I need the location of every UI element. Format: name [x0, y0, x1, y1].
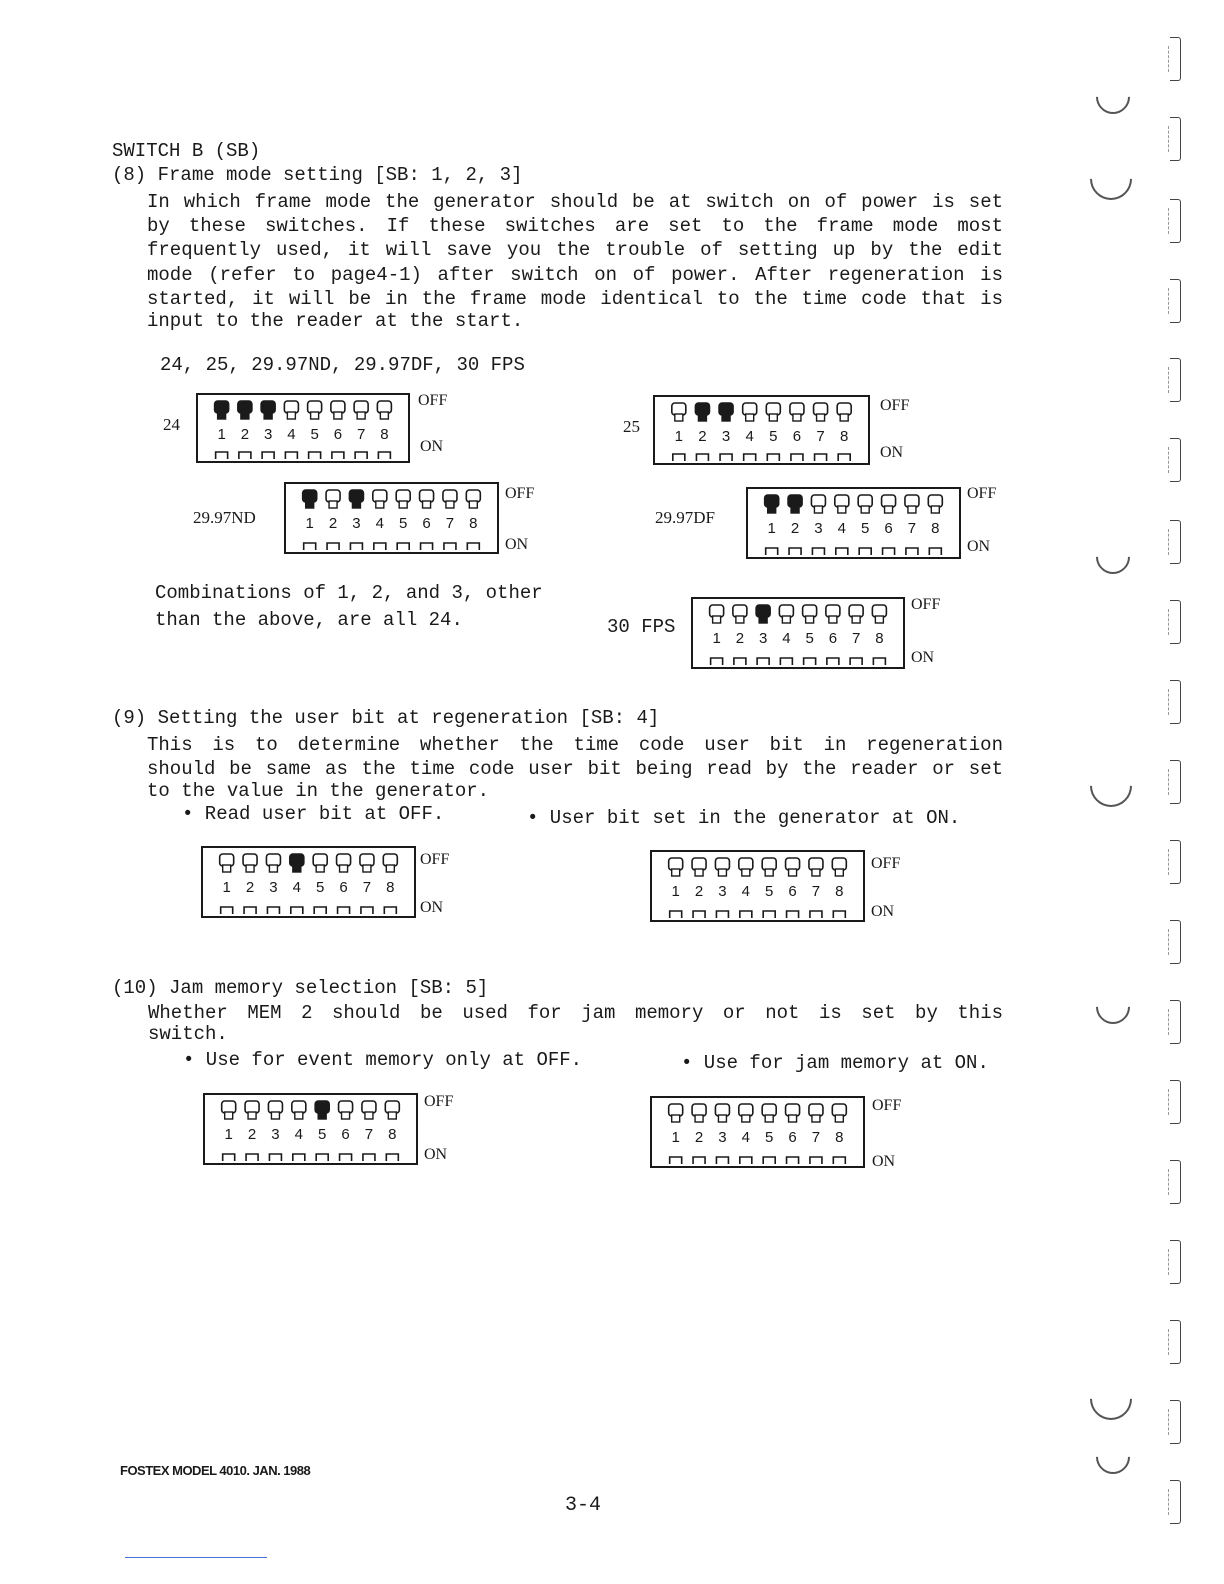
off-label: OFF: [420, 851, 450, 868]
dip-toggle: [245, 1101, 259, 1161]
switch-number: 1: [712, 630, 721, 647]
switch-number: 6: [341, 1126, 350, 1143]
binder-hole-icon: [1170, 358, 1181, 402]
dip-toggle: [396, 490, 410, 550]
dip-toggle: [268, 1101, 282, 1161]
punch-hole-icon: [1081, 149, 1140, 208]
on-label: ON: [880, 444, 904, 461]
switch-number: 3: [269, 879, 278, 896]
dip-toggle: [331, 401, 345, 459]
off-label: OFF: [872, 1097, 902, 1114]
switch-number: 6: [884, 520, 893, 537]
switch-number: 5: [310, 426, 319, 443]
dip-toggle: [719, 403, 733, 461]
section-8-line: In which frame mode the generator should be at switch on of power is set: [147, 191, 1003, 213]
switch-number: 5: [805, 630, 814, 647]
dip-toggle: [858, 495, 872, 555]
switch-number: 2: [735, 630, 745, 647]
dip-switch-userbit-off: [201, 846, 416, 918]
section-8-line: started, it will be in the frame mode identical to the time code that is: [147, 288, 1003, 310]
dip-switch-bank: [748, 489, 959, 557]
switch-number: 1: [305, 515, 314, 532]
off-label: OFF: [967, 485, 997, 502]
dip-toggle: [215, 401, 229, 459]
section-8-line: frequently used, it will save you the trouble of setting up by the edit: [147, 239, 1003, 261]
switch-number: 4: [287, 426, 296, 443]
switch-number: 1: [767, 520, 776, 537]
dip-toggle: [788, 495, 802, 555]
dip-toggle: [809, 858, 823, 918]
switch-number: 3: [718, 1129, 727, 1146]
off-label: OFF: [911, 596, 941, 613]
dip-toggle: [692, 1104, 706, 1164]
switch-number: 2: [790, 520, 800, 537]
switch-number: 7: [362, 879, 372, 896]
switch-number: 6: [422, 515, 431, 532]
switch-number: 8: [835, 1129, 844, 1146]
section-10-title: (10) Jam memory selection [SB: 5]: [112, 977, 489, 999]
dip-toggle: [420, 490, 434, 550]
dip-switch-29-97df: [746, 487, 961, 559]
dip-toggle: [373, 490, 387, 550]
page-number: 3-4: [565, 1494, 602, 1517]
on-label: ON: [505, 536, 529, 553]
switch-number: 3: [721, 428, 731, 445]
switch-number: 7: [851, 630, 861, 647]
binder-hole-icon: [1170, 1160, 1181, 1204]
dip-switch-bank: [205, 1095, 416, 1163]
punch-hole-icon: [1089, 983, 1137, 1031]
dip-switch-bank: [652, 852, 863, 920]
switch-number: 4: [375, 515, 384, 532]
switch-number: 4: [782, 630, 791, 647]
section-9-line: This is to determine whether the time code user bit in regeneration: [147, 734, 1003, 756]
dip-toggle: [786, 1104, 800, 1164]
punch-hole-icon: [1081, 1369, 1140, 1428]
section-8-line: input to the reader at the start.: [147, 310, 524, 332]
section-9-line: should be same as the time code user bit being read by the reader or set: [147, 758, 1003, 780]
dip-toggle: [284, 401, 298, 459]
switch-number: 6: [339, 879, 348, 896]
switch-number: 7: [364, 1126, 374, 1143]
dip-toggle: [766, 403, 780, 461]
dip-toggle: [739, 1104, 753, 1164]
dip-toggle: [349, 490, 363, 550]
switch-number: 3: [263, 426, 273, 443]
binder-hole-icon: [1170, 1480, 1181, 1524]
scan-edge-line: [125, 1557, 267, 1558]
switch-number: 1: [224, 1126, 233, 1143]
switch-number: 2: [328, 515, 338, 532]
dip-toggle: [303, 490, 317, 550]
dip-switch-24: [196, 393, 410, 463]
on-label: ON: [420, 438, 444, 455]
dip-toggle: [383, 854, 397, 914]
bullet-event-memory: • Use for event memory only at OFF.: [183, 1049, 583, 1071]
dip-toggle: [692, 858, 706, 918]
binder-hole-icon: [1170, 1400, 1181, 1444]
on-label: ON: [424, 1146, 448, 1163]
binder-hole-icon: [1170, 760, 1181, 804]
dip-toggle: [315, 1101, 329, 1161]
dip-toggle: [849, 605, 863, 665]
dip-toggle: [339, 1101, 353, 1161]
punch-hole-icon: [1089, 1433, 1137, 1481]
switch-number: 8: [840, 428, 849, 445]
dip-switch-29-97nd: [284, 482, 499, 554]
dip-toggle: [337, 854, 351, 914]
switch-number: 7: [816, 428, 825, 445]
on-label: ON: [872, 1153, 896, 1170]
dip-switch-bank: [203, 848, 414, 916]
binder-hole-icon: [1170, 1240, 1181, 1284]
binder-hole-icon: [1170, 438, 1181, 482]
dip-switch-bank: [652, 1098, 863, 1166]
switch-number: 6: [792, 428, 802, 445]
dip-toggle: [811, 495, 825, 555]
switch-number: 2: [245, 879, 255, 896]
binder-hole-icon: [1170, 199, 1181, 243]
binder-hole-icon: [1170, 1320, 1181, 1364]
section-8-line: by these switches. If these switches are set to the frame mode most: [147, 215, 1003, 237]
switch-number: 1: [671, 1129, 680, 1146]
switch-number: 2: [698, 428, 707, 445]
switch-number: 3: [352, 515, 361, 532]
dip-toggle: [832, 1104, 846, 1164]
dip-toggle: [803, 605, 817, 665]
dip-toggle: [443, 490, 457, 550]
switch-number: 8: [875, 630, 884, 647]
diagram-24-label: 24: [163, 415, 180, 434]
dip-toggle: [786, 858, 800, 918]
binder-hole-icon: [1170, 37, 1181, 81]
dip-toggle: [756, 605, 770, 665]
switch-number: 8: [835, 883, 844, 900]
dip-toggle: [809, 1104, 823, 1164]
switch-number: 3: [814, 520, 823, 537]
bullet-jam-memory: • Use for jam memory at ON.: [681, 1052, 989, 1074]
dip-switch-jam-off: [203, 1093, 418, 1165]
switch-number: 5: [316, 879, 325, 896]
punch-hole-icon: [1089, 73, 1137, 121]
switch-number: 4: [745, 428, 754, 445]
dip-switch-jam-on: [650, 1096, 865, 1168]
dip-toggle: [765, 495, 779, 555]
dip-toggle: [354, 401, 368, 459]
diagram-25-label: 25: [623, 417, 640, 436]
switch-number: 6: [788, 883, 797, 900]
switch-number: 6: [333, 426, 343, 443]
dip-toggle: [835, 495, 849, 555]
switch-number: 8: [380, 426, 389, 443]
dip-switch-bank: [693, 599, 903, 667]
switch-number: 3: [758, 630, 768, 647]
dip-toggle: [290, 854, 304, 914]
binder-hole-icon: [1170, 600, 1181, 644]
dip-switch-userbit-on: [650, 850, 865, 922]
switch-number: 3: [718, 883, 727, 900]
switch-number: 7: [907, 520, 917, 537]
dip-toggle: [779, 605, 793, 665]
binder-hole-icon: [1170, 1080, 1181, 1124]
dip-toggle: [385, 1101, 399, 1161]
off-label: OFF: [418, 392, 448, 409]
switch-number: 5: [765, 1129, 774, 1146]
switch-number: 4: [294, 1126, 303, 1143]
dip-switch-30fps: [691, 597, 905, 669]
binder-hole-icon: [1170, 279, 1181, 323]
section-10-line: Whether MEM 2 should be used for jam memory or not is set by this: [148, 1002, 1003, 1024]
switch-number: 8: [931, 520, 940, 537]
on-label: ON: [967, 538, 991, 555]
bullet-user-bit-generator: • User bit set in the generator at ON.: [527, 807, 961, 829]
switch-number: 3: [271, 1126, 280, 1143]
off-label: OFF: [505, 485, 535, 502]
switch-number: 4: [741, 883, 750, 900]
switch-number: 2: [694, 1129, 704, 1146]
switch-number: 2: [694, 883, 704, 900]
dip-toggle: [733, 605, 747, 665]
off-label: OFF: [871, 855, 901, 872]
on-label: ON: [871, 903, 895, 920]
dip-toggle: [238, 401, 252, 459]
dip-toggle: [261, 401, 275, 459]
switch-number: 7: [811, 1129, 821, 1146]
bullet-read-user-bit: • Read user bit at OFF.: [182, 803, 445, 825]
dip-toggle: [377, 401, 391, 459]
section-heading: SWITCH B (SB): [112, 140, 261, 162]
off-label: OFF: [880, 397, 910, 414]
switch-number: 8: [388, 1126, 397, 1143]
switch-number: 6: [828, 630, 838, 647]
dip-toggle: [292, 1101, 306, 1161]
section-10-line: switch.: [148, 1023, 228, 1045]
switch-number: 8: [386, 879, 395, 896]
switch-number: 2: [240, 426, 250, 443]
switch-number: 7: [356, 426, 366, 443]
diagram-30fps-label: 30 FPS: [607, 616, 676, 638]
diagram-29-97df-label: 29.97DF: [655, 508, 715, 527]
switch-number: 5: [765, 883, 774, 900]
binder-hole-icon: [1170, 680, 1181, 724]
dip-toggle: [326, 490, 340, 550]
dip-toggle: [308, 401, 322, 459]
dip-toggle: [313, 854, 327, 914]
dip-toggle: [905, 495, 919, 555]
on-label: ON: [911, 649, 935, 666]
dip-toggle: [790, 403, 804, 461]
dip-toggle: [715, 1104, 729, 1164]
dip-toggle: [695, 403, 709, 461]
section-8-title: (8) Frame mode setting [SB: 1, 2, 3]: [112, 164, 523, 186]
dip-toggle: [882, 495, 896, 555]
dip-switch-25: [653, 395, 870, 465]
punch-hole-icon: [1089, 533, 1137, 581]
dip-toggle: [243, 854, 257, 914]
switch-number: 5: [399, 515, 408, 532]
dip-toggle: [715, 858, 729, 918]
switch-number: 5: [769, 428, 778, 445]
dip-toggle: [739, 858, 753, 918]
dip-switch-bank: [198, 395, 408, 461]
section-8-line: mode (refer to page4-1) after switch on of power. After regeneration is: [147, 264, 1003, 286]
punch-hole-icon: [1081, 756, 1140, 815]
section-9-line: to the value in the generator.: [147, 780, 490, 802]
switch-number: 1: [674, 428, 683, 445]
dip-toggle: [220, 854, 234, 914]
dip-switch-bank: [286, 484, 497, 552]
switch-number: 8: [469, 515, 478, 532]
frame-modes-line: 24, 25, 29.97ND, 29.97DF, 30 FPS: [160, 354, 525, 376]
dip-toggle: [360, 854, 374, 914]
switch-number: 6: [788, 1129, 797, 1146]
dip-toggle: [762, 858, 776, 918]
switch-number: 1: [222, 879, 231, 896]
diagram-29-97nd-label: 29.97ND: [193, 508, 256, 527]
switch-number: 2: [247, 1126, 257, 1143]
switch-number: 7: [811, 883, 821, 900]
dip-toggle: [466, 490, 480, 550]
dip-toggle: [669, 1104, 683, 1164]
dip-toggle: [266, 854, 280, 914]
dip-toggle: [710, 605, 724, 665]
dip-toggle: [362, 1101, 376, 1161]
section-9-title: (9) Setting the user bit at regeneration [SB: 4]: [112, 707, 660, 729]
dip-toggle: [743, 403, 757, 461]
dip-toggle: [672, 403, 686, 461]
dip-toggle: [837, 403, 851, 461]
off-label: OFF: [424, 1093, 454, 1110]
binder-hole-icon: [1170, 840, 1181, 884]
binder-hole-icon: [1170, 117, 1181, 161]
combinations-note-line2: than the above, are all 24.: [155, 609, 463, 631]
switch-number: 5: [861, 520, 870, 537]
dip-toggle: [832, 858, 846, 918]
on-label: ON: [420, 899, 444, 916]
switch-number: 5: [318, 1126, 327, 1143]
dip-toggle: [872, 605, 886, 665]
switch-number: 7: [445, 515, 455, 532]
switch-number: 1: [217, 426, 226, 443]
binder-hole-icon: [1170, 1000, 1181, 1044]
switch-number: 4: [292, 879, 301, 896]
binder-hole-icon: [1170, 920, 1181, 964]
switch-number: 1: [671, 883, 680, 900]
dip-toggle: [814, 403, 828, 461]
dip-toggle: [928, 495, 942, 555]
dip-toggle: [826, 605, 840, 665]
dip-toggle: [762, 1104, 776, 1164]
footer-model: FOSTEX MODEL 4010. JAN. 1988: [120, 1463, 311, 1478]
dip-toggle: [669, 858, 683, 918]
dip-toggle: [222, 1101, 236, 1161]
switch-number: 4: [837, 520, 846, 537]
dip-switch-bank: [655, 397, 868, 463]
combinations-note-line1: Combinations of 1, 2, and 3, other: [155, 582, 543, 604]
binder-hole-icon: [1170, 520, 1181, 564]
switch-number: 4: [741, 1129, 750, 1146]
